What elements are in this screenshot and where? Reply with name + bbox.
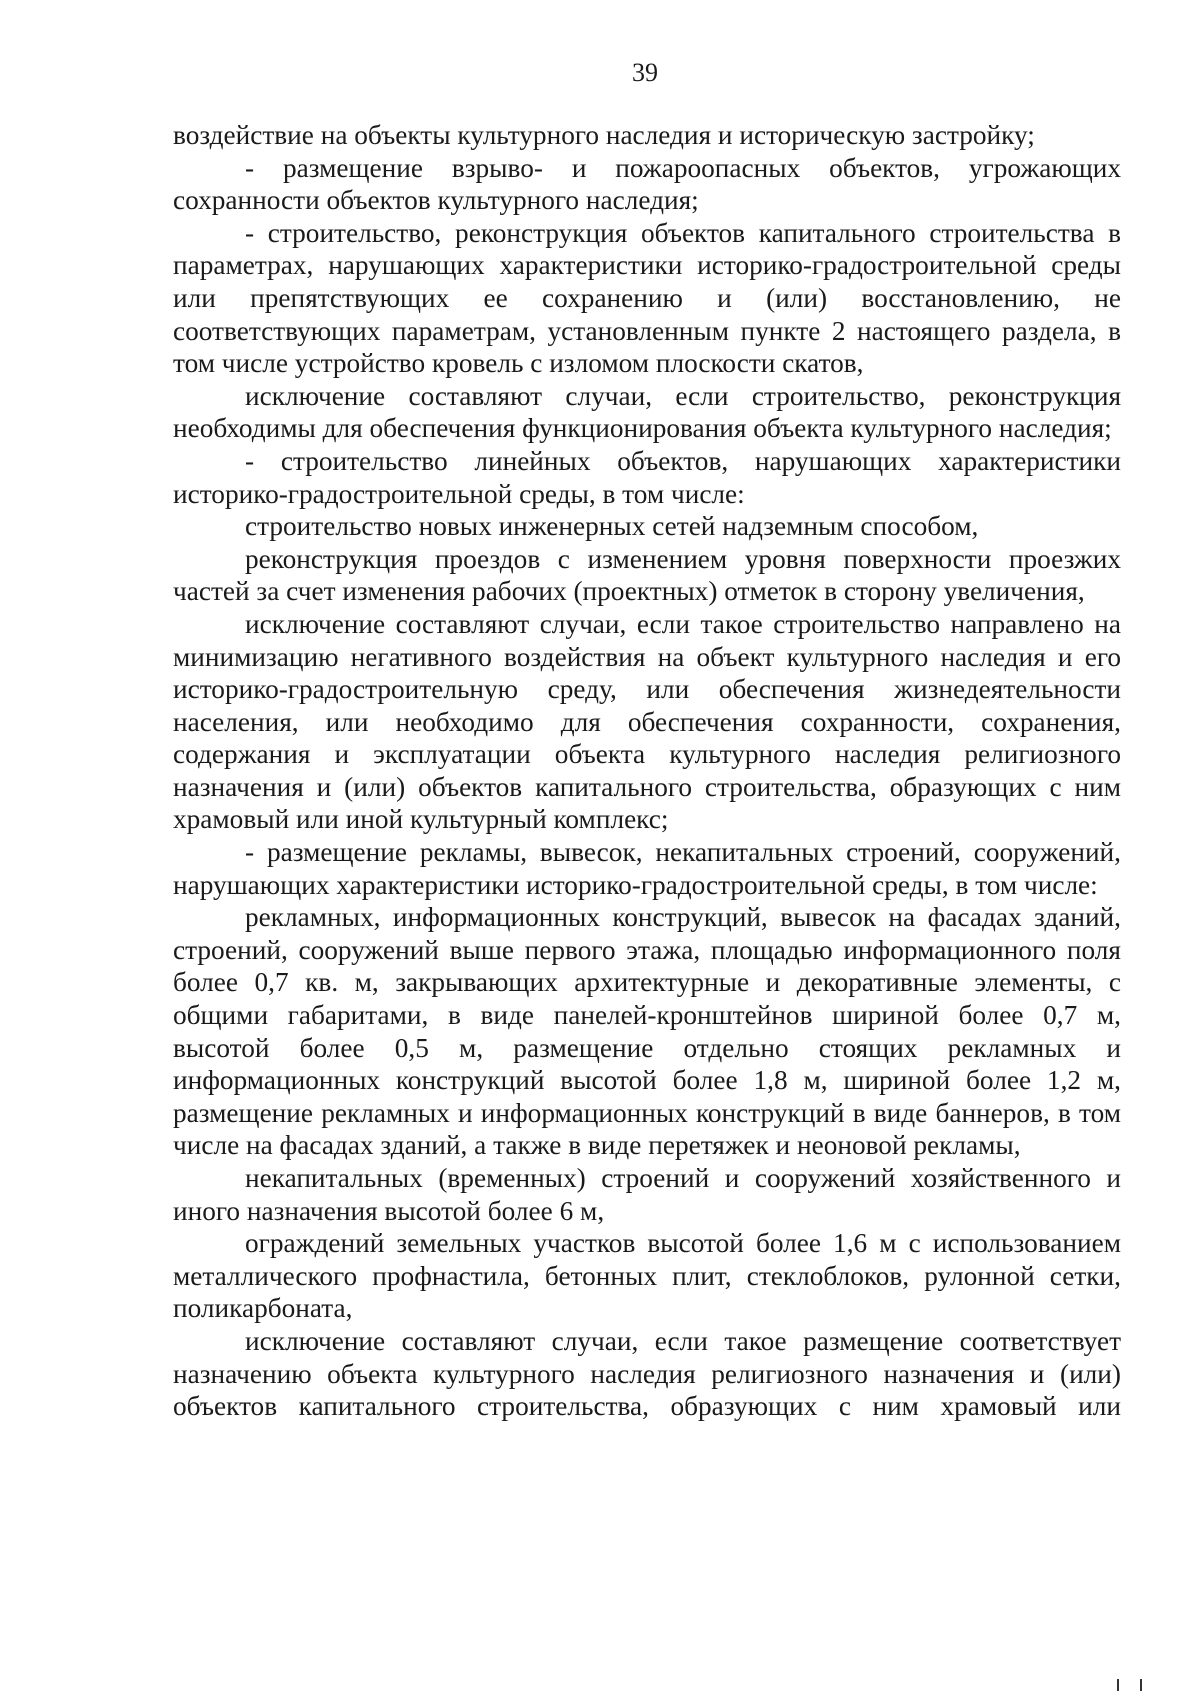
paragraph-continuation: воздействие на объекты культурного наследия и историческую застройку; [173, 120, 1035, 150]
scan-mark [1117, 1679, 1119, 1691]
paragraph-temporary-structures: некапитальных (временных) строений и сооружений хозяйственного и иного назначения высотой более 6 м, [173, 1163, 1121, 1226]
paragraph-engineering-networks: строительство новых инженерных сетей надземным способом, [245, 511, 979, 542]
paragraph-advertising: - размещение рекламы, вывесок, некапитальных строений, сооружений, нарушающих характеристики историко-градостроительной среды, в том числе: [173, 837, 1121, 900]
paragraph-explosive-objects: - размещение взрыво- и пожароопасных объектов, угрожающих сохранности объектов культурного наследия; [173, 152, 1121, 216]
paragraph-capital-construction: - строительство, реконструкция объектов капитального строительства в параметрах, нарушающих характеристики историко-градостроительной среды или препятствующих ее сохранению и (или) восстановлению, не соответствующих параметрам, установленным пункте 2 настоящего раздела, в том числе устройство кровель с изломом плоскости скатов, [173, 217, 1121, 379]
paragraph-driveways: реконструкция проездов с изменением уровня поверхности проезжих частей за счет изменения рабочих (проектных) отметок в сторону увеличения, [173, 543, 1121, 607]
body-text [173, 119, 1121, 1423]
paragraph-exception-negative-impact: исключение составляют случаи, если такое строительство направлено на минимизацию негативного воздействия на объект культурного наследия и его историко-градостроительную среду, или обеспечения жизнедеятельности населения, или необходимо для обеспечения сохранности, сохранения, содержания и эксплуатации объекта культурного наследия религиозного назначения и (или) объектов капитального строительства, образующих с ним храмовый или иной культурный комплекс; [173, 608, 1121, 835]
paragraph-exception-construction: исключение составляют случаи, если строительство, реконструкция необходимы для обеспечения функционирования объекта культурного наследия; [173, 380, 1121, 444]
paragraph-fencing: ограждений земельных участков высотой более 1,6 м с использованием металлического профнастила, бетонных плит, стеклоблоков, рулонной сетки, поликарбоната, [173, 1228, 1121, 1324]
paragraph-linear-objects: - строительство линейных объектов, нарушающих характеристики историко-градостроительной среды, в том числе: [173, 445, 1121, 509]
scan-mark [1140, 1679, 1142, 1691]
page-number: 39 [632, 58, 658, 87]
paragraph-advertising-structures: рекламных, информационных конструкций, вывесок на фасадах зданий, строений, сооружений выше первого этажа, площадью информационного поля более 0,7 кв. м, закрывающих архитектурные и декоративные элементы, с общими габаритами, в виде панелей-кронштейнов шириной более 0,7 м, высотой более 0,5 м, размещение отдельно стоящих рекламных и информационных конструкций высотой более 1,8 м, шириной более 1,2 м, размещение рекламных и информационных конструкций в виде баннеров, в том числе на фасадах зданий, а также в виде перетяжек и неоновой рекламы, [173, 902, 1121, 1161]
paragraph-exception-religious: исключение составляют случаи, если такое размещение соответствует назначению объекта культурного наследия религиозного назначения и (или) объектов капитального строительства, образующих с ним храмовый или [173, 1325, 1121, 1422]
